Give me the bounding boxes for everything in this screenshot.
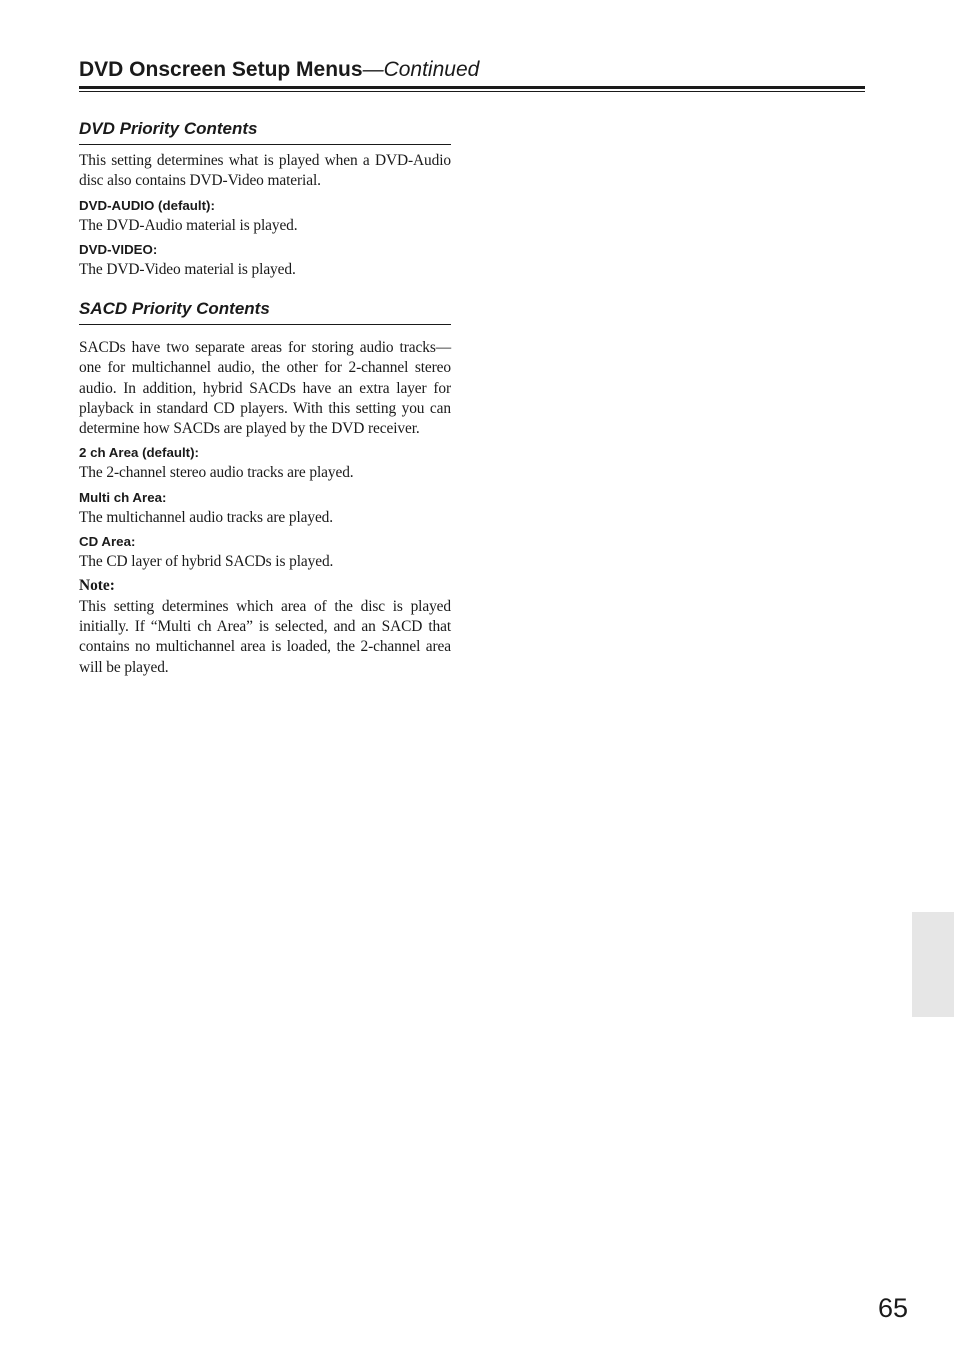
option-desc-multi-ch-area: The multichannel audio tracks are played. <box>79 508 334 526</box>
header-rule-thin <box>79 91 865 92</box>
option-label-cd-area: CD Area: <box>79 534 136 550</box>
dvd-priority-intro: This setting determines what is played when a DVD-Audio disc also contains DVD-Video material. <box>79 152 451 190</box>
page-header <box>79 56 865 84</box>
sacd-priority-section <box>79 297 451 678</box>
sacd-priority-intro: SACDs have two separate areas for storing audio tracks—one for multichannel audio, the other for 2-channel stereo audio. In addition, hybrid SACDs have an extra layer for playback in standard CD players. With this setting you can determine how SACDs are played by the DVD receiver. <box>79 339 451 438</box>
page-number: 65 <box>877 1293 908 1323</box>
sacd-priority-heading: SACD Priority Contents <box>79 297 451 325</box>
dvd-priority-heading: DVD Priority Contents <box>79 117 451 145</box>
option-label-2ch-area: 2 ch Area (default): <box>79 445 199 461</box>
header-title: DVD Onscreen Setup Menus <box>79 58 363 81</box>
option-desc-dvd-audio: The DVD-Audio material is played. <box>79 216 298 234</box>
note-text: This setting determines which area of the disc is played initially. If “Multi ch Area” is selected, and an SACD that contains no multichannel area is loaded, the 2-channel area will be played. <box>79 597 451 676</box>
header-continued: —Continued <box>362 58 480 81</box>
dvd-priority-section <box>79 117 451 280</box>
header-rule-thick <box>79 86 865 89</box>
note-label: Note: <box>79 577 115 595</box>
option-desc-2ch-area: The 2-channel stereo audio tracks are played. <box>79 464 354 482</box>
option-label-dvd-video: DVD-VIDEO: <box>79 241 158 257</box>
chapter-tab <box>912 912 954 1017</box>
option-desc-cd-area: The CD layer of hybrid SACDs is played. <box>79 553 334 571</box>
option-label-dvd-audio: DVD-AUDIO (default): <box>79 197 215 213</box>
option-desc-dvd-video: The DVD-Video material is played. <box>79 260 296 278</box>
option-label-multi-ch-area: Multi ch Area: <box>79 489 167 505</box>
